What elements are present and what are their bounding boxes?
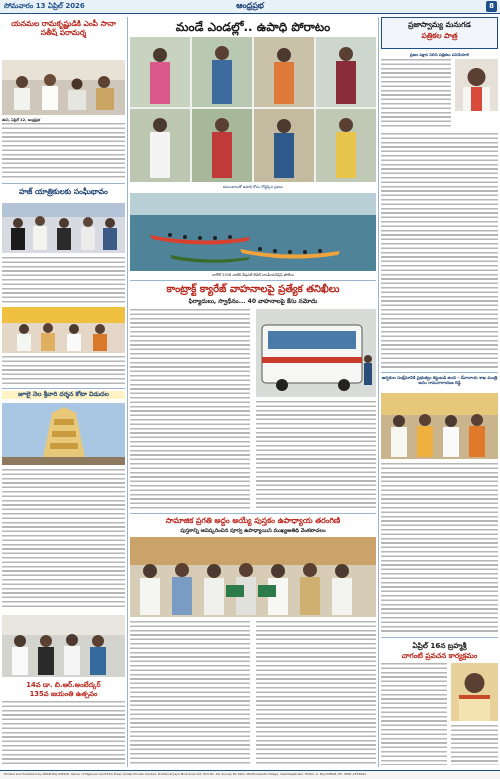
center-main-headline: మండే ఎండల్లో.. ఉపాధి పోరాటం — [175, 20, 331, 34]
center-story2-body-col2 — [256, 401, 376, 509]
left-story4-headline-line1: 14వ డా. బి.ఆర్.అంబేద్కర్ — [26, 681, 101, 689]
center-story3-body-col2 — [256, 621, 376, 765]
center-photo-caption: కుటుంబాలతో ఉపాధి కోసం రోడ్డెక్కిన ప్రజలు — [222, 185, 284, 189]
center-story2-subhead: ఫిర్యాదులు, స్వాధీనం... 40 వాహనాలపై కేసు నమోదు — [188, 298, 318, 305]
issue-date: సోమవారం 13 ఏప్రిల్ 2026 — [4, 2, 85, 10]
left-story2-photo — [2, 203, 125, 253]
left-story1-dateline: తుని, ఏప్రిల్ 12, ఆంధ్రప్రభ — [2, 118, 41, 122]
center-protest-photos — [130, 37, 376, 182]
paper-title: ఆంధ్రప్రభ — [236, 1, 264, 10]
right-story1-headline-line1: ప్రజాస్వామ్య మనుగడ — [408, 20, 471, 29]
right-story3-headline-line1: ఏప్రిల్ 16న బ్రహ్మశ్రీ — [412, 641, 467, 650]
left-story4-headline-line2: 135వ జయంతి ఉత్సవం — [29, 690, 98, 698]
left-column — [2, 17, 125, 767]
center-story2-headline: కాంట్రాక్ట్ క్యారేజ్ వాహనాలపై ప్రత్యేక తనిఖీలు — [166, 284, 340, 295]
right-story3-headline-line2: చాగంటి ప్రవచన కార్యక్రమం — [401, 651, 478, 660]
center-story3-headline: సామాజిక ప్రగతి అద్దం అయ్యే పుస్తకం ఉపాధ్యాయ తరంగిణి — [165, 516, 341, 525]
right-story2-headline: అర్చకుల సంక్షేమానికి ప్రభుత్వం కట్టుబడి ఉంది - దేవాదాయ శాఖ మంత్రి ఆనం రామనారాయణ రెడ్డి — [381, 375, 498, 386]
left-story1-photo — [2, 60, 125, 115]
right-chaganti-photo — [451, 663, 498, 721]
right-story3-body-b — [451, 725, 498, 765]
left-meeting-photo — [2, 307, 125, 353]
print-line: Printed and Published by ANAM RAJ KUMAR, Owner of Ngenere Sai Eddie Press (India) Private Limited, Printed at Jaya Mudranas Ltd, Plot No. 26, Survey No 90/1, Madhuravada Village, Visakhapatnam. Editor: A. RAJ KUMAR, Ph: 0891-2553061 — [0, 770, 500, 779]
right-story2-body — [381, 463, 498, 633]
right-story2-photo — [381, 393, 498, 459]
center-story3-subhead: పుస్తకాన్ని ఆవిష్కరించిన పూర్వ ఉపాధ్యాయిని ముఖ్యఅతిథి వెంకటాచలం — [180, 528, 326, 534]
center-boat-photo — [130, 193, 376, 271]
left-story2-headline: హజ్ యాత్రికులకు సంఘీభావం — [19, 187, 108, 196]
center-story2-body-col1 — [130, 309, 250, 509]
masthead — [0, 0, 500, 14]
left-story3-headline: జూలై నెల శ్రీవారి దర్శన కోటా విడుదల — [2, 391, 125, 399]
right-story1-subhead: ప్రజల పక్షాన నిలిచి పత్రికలు పనిచేయాలి — [409, 52, 470, 57]
center-story3-body-col1 — [130, 621, 250, 765]
page-number: 8 — [486, 1, 497, 12]
left-jayanti-photo — [2, 615, 125, 677]
left-meeting-body — [2, 356, 125, 384]
right-story3-body-a — [381, 663, 447, 765]
left-story1-headline: యనమల రామకృష్ణుడికి ఎంపీ సానా సతీష్ పరామర్శ — [11, 19, 116, 37]
left-temple-photo — [2, 403, 125, 465]
right-portrait-photo — [455, 59, 498, 111]
left-story4-body — [2, 701, 125, 765]
center-boat-caption: నాగోల్ 2026 నాటికి నేషనల్ లెవెల్ చాంపియన్‌షిప్ పోటీలు — [212, 273, 294, 277]
center-book-launch-photo — [130, 537, 376, 617]
left-story1-body — [2, 123, 125, 179]
right-story1-body-b — [381, 133, 498, 369]
left-story3-body — [2, 469, 125, 609]
right-column — [381, 17, 498, 767]
center-column — [130, 17, 376, 767]
center-bus-photo — [256, 309, 376, 397]
left-story2-body — [2, 257, 125, 303]
right-story1-headline-line2: పత్రికల పాత్ర — [421, 31, 458, 40]
right-story1-body-a — [381, 59, 451, 129]
